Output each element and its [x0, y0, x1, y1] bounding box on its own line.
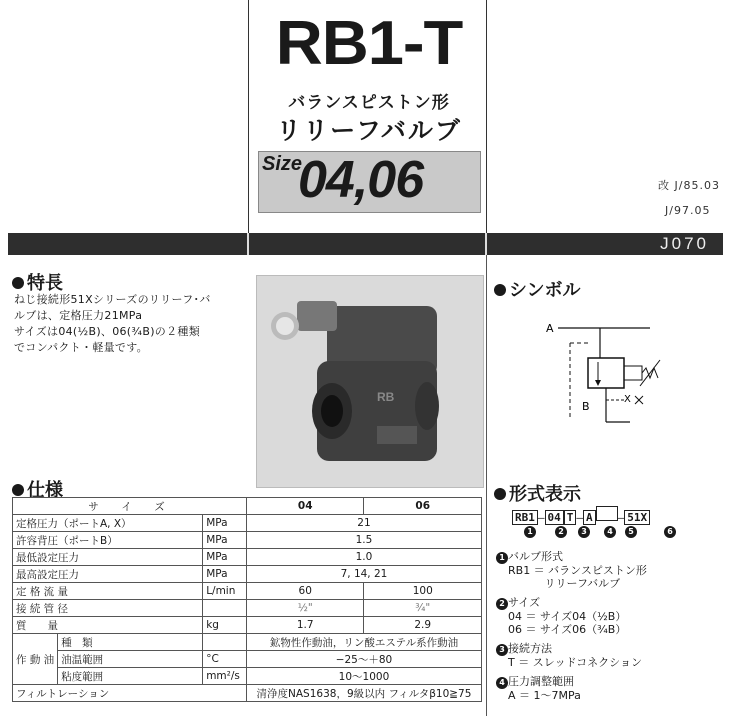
number-badge: 1 [496, 552, 508, 564]
row-value-06: 2.9 [364, 617, 482, 634]
row-label: 油温範囲 [58, 651, 203, 668]
number-badge: 2 [555, 526, 567, 538]
table-row [13, 651, 482, 668]
feature-line: でコンパクト・軽量です。 [14, 341, 148, 354]
model-item-line: 04 ＝ サイズ04（½B） [508, 610, 627, 623]
bullet-icon [494, 488, 506, 500]
number-badge: 5 [625, 526, 637, 538]
bullet-icon [12, 277, 24, 289]
model-code: RB1 – 04 T – A – 51X [512, 506, 650, 525]
valve-image [257, 276, 483, 487]
product-photo [256, 275, 484, 488]
row-value: 10〜1000 [246, 668, 481, 685]
model-box-5 [596, 506, 618, 521]
row-unit: L/min [203, 583, 247, 600]
model-item-line: RB1 ＝ バランスピストン形 [508, 564, 647, 577]
model-item [496, 596, 722, 610]
size-value: 04,06 [298, 151, 424, 209]
table-row [13, 549, 482, 566]
row-unit: kg [203, 617, 247, 634]
model-items [496, 550, 722, 702]
hydraulic-symbol [540, 318, 690, 432]
row-value: 7, 14, 21 [246, 566, 481, 583]
model-item-line: 06 ＝ サイズ06（¾B） [508, 623, 627, 636]
model-item-title: バルブ形式 [508, 550, 563, 563]
table-row [13, 515, 482, 532]
table-row [13, 668, 482, 685]
row-value: 1.5 [246, 532, 481, 549]
row-label: 質 量 [13, 617, 203, 634]
number-badge: 3 [578, 526, 590, 538]
product-subtitle-type: バランスピストン形 [288, 93, 450, 113]
row-value-04: ½" [246, 600, 364, 617]
model-numbers [524, 526, 676, 538]
spec-header-row [13, 498, 482, 515]
number-badge: 4 [604, 526, 616, 538]
model-box-2: 04 [545, 510, 564, 525]
feature-line: ねじ接続形51Xシリーズのリリーフ･バ [14, 293, 211, 306]
model-item-line: A ＝ 1〜7MPa [508, 689, 581, 702]
model-item [496, 642, 722, 656]
row-unit: MPa [203, 549, 247, 566]
row-label: 最低設定圧力 [13, 549, 203, 566]
row-value-04: 1.7 [246, 617, 364, 634]
model-item-title: サイズ [508, 596, 541, 609]
svg-text:RB: RB [377, 390, 395, 404]
row-value: 1.0 [246, 549, 481, 566]
number-badge: 2 [496, 598, 508, 610]
row-label: 種 類 [58, 634, 203, 651]
row-value-04: 60 [246, 583, 364, 600]
spec-header-item: サ イ ズ [13, 498, 247, 515]
table-row [13, 532, 482, 549]
table-row [13, 583, 482, 600]
row-value-06: ¾" [364, 600, 482, 617]
row-unit: MPa [203, 532, 247, 549]
section-bar [8, 233, 723, 255]
spec-header-04: 04 [246, 498, 364, 515]
row-value: 鉱物性作動油，リン酸エステル系作動油 [246, 634, 481, 651]
symbol-label-b: B [582, 400, 590, 413]
row-value: −25〜＋80 [246, 651, 481, 668]
model-item-title: 圧力調整範囲 [508, 675, 574, 688]
row-unit: MPa [203, 515, 247, 532]
row-unit [203, 600, 247, 617]
model-box-4: A [583, 510, 596, 525]
row-label: 定 格 流 量 [13, 583, 203, 600]
product-subtitle-name: リリーフバルブ [276, 116, 462, 145]
symbol-heading-text: シンボル [509, 280, 581, 301]
table-row [13, 566, 482, 583]
model-item-line: T ＝ スレッドコネクション [508, 656, 642, 669]
table-row [13, 600, 482, 617]
oil-label: 作 動 油 [13, 634, 58, 685]
row-label: 定格圧力（ポートA, X） [13, 515, 203, 532]
row-unit: °C [203, 651, 247, 668]
model-box-1: RB1 [512, 510, 538, 525]
model-item-title: 接続方法 [508, 642, 552, 655]
revision-1: 改 J/85.03 [658, 179, 720, 192]
row-unit [203, 634, 247, 651]
features-heading-text: 特長 [27, 273, 63, 294]
bullet-icon [12, 484, 24, 496]
number-badge: 3 [496, 644, 508, 656]
filter-value: 清浄度NAS1638，9級以内 フィルタβ10≧75 [246, 685, 481, 702]
symbol-label-a: A [546, 322, 554, 335]
table-row [13, 685, 482, 702]
row-value-06: 100 [364, 583, 482, 600]
model-item [496, 550, 722, 564]
number-badge: 6 [664, 526, 676, 538]
table-row [13, 634, 482, 651]
spec-header-06: 06 [364, 498, 482, 515]
number-badge: 1 [524, 526, 536, 538]
row-label: 接 続 管 径 [13, 600, 203, 617]
row-unit: mm²/s [203, 668, 247, 685]
table-row [13, 617, 482, 634]
model-item-line: リリーフバルブ [508, 577, 621, 590]
model-item [496, 675, 722, 689]
feature-line: サイズは04(½B)、06(¾B)の２種類 [14, 325, 200, 338]
model-box-6: 51X [624, 510, 650, 525]
product-title: RB1-T [275, 9, 463, 78]
relief-valve-symbol-icon [540, 318, 690, 428]
bullet-icon [494, 284, 506, 296]
filter-label: フィルトレーション [13, 685, 247, 702]
size-word: Size [262, 153, 303, 175]
features-text [14, 292, 242, 356]
symbol-label-x: X [624, 394, 631, 405]
spec-table [12, 497, 482, 702]
model-box-3: T [564, 510, 577, 525]
number-badge: 4 [496, 677, 508, 689]
row-value: 21 [246, 515, 481, 532]
row-unit: MPa [203, 566, 247, 583]
symbol-heading [494, 276, 581, 302]
model-heading [494, 480, 581, 506]
row-label: 最高設定圧力 [13, 566, 203, 583]
model-heading-text: 形式表示 [509, 484, 581, 505]
revision-2: J/97.05 [665, 204, 711, 217]
page-code: J070 [660, 234, 709, 253]
feature-line: ルブは、定格圧力21MPa [14, 309, 143, 322]
row-label: 許容背圧（ポートB） [13, 532, 203, 549]
spec-heading-text: 仕様 [27, 480, 63, 501]
row-label: 粘度範囲 [58, 668, 203, 685]
